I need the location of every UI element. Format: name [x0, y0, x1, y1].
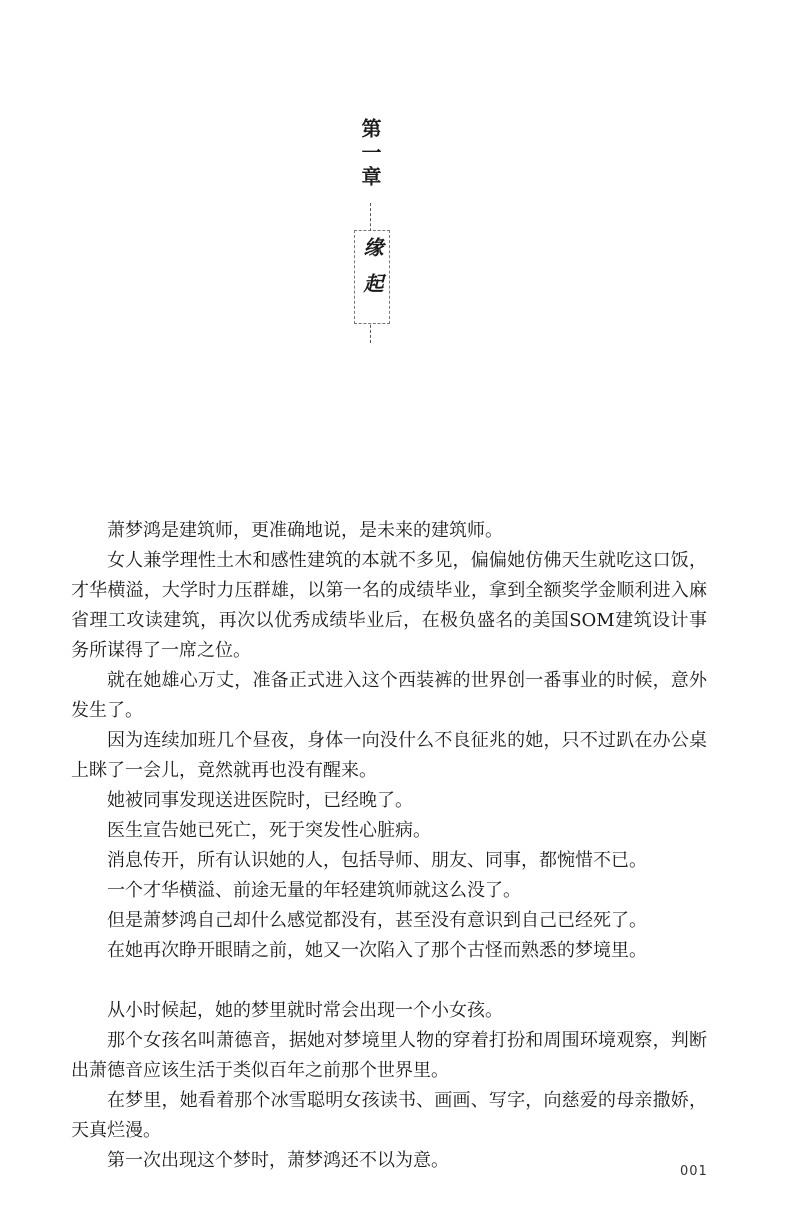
paragraph: 医生宣告她已死亡，死于突发性心脏病。: [107, 820, 431, 841]
paragraph: 因为连续加班几个昼夜，身体一向没什么不良征兆的她，只不过趴在办公桌上眯了一会儿，竟然就再也没有醒来。: [71, 730, 707, 781]
chapter-heading: [340, 118, 400, 318]
paragraph: 女人兼学理性土木和感性建筑的本就不多见，偏偏她仿佛天生就吃这口饭，才华横溢，大学时力压群雄，以第一名的成绩毕业，拿到全额奖学金顺利进入麻省理工攻读建筑，再次以优秀成绩毕业后，在极负盛名的美国SOM建筑设计事务所谋得了一席之位。: [71, 550, 707, 661]
body-text: [71, 516, 707, 1176]
paragraph: 第一次出现这个梦时，萧梦鸿还不以为意。: [107, 1150, 449, 1171]
paragraph: 萧梦鸿是建筑师，更准确地说，是未来的建筑师。: [107, 520, 503, 541]
paragraph: 一个才华横溢、前途无量的年轻建筑师就这么没了。: [107, 880, 521, 901]
paragraph: 消息传开，所有认识她的人，包括导师、朋友、同事，都惋惜不已。: [107, 850, 647, 871]
paragraph: 在梦里，她看着那个冰雪聪明女孩读书、画画、写字，向慈爱的母亲撒娇，天真烂漫。: [71, 1090, 707, 1141]
paragraph: 在她再次睁开眼睛之前，她又一次陷入了那个古怪而熟悉的梦境里。: [107, 940, 647, 961]
paragraph: 就在她雄心万丈，准备正式进入这个西装裤的世界创一番事业的时候，意外发生了。: [71, 670, 707, 721]
chapter-title-box: [354, 230, 390, 324]
paragraph: 但是萧梦鸿自己却什么感觉都没有，甚至没有意识到自己已经死了。: [107, 910, 647, 931]
chapter-title: 缘起: [360, 237, 384, 309]
page-number: 001: [680, 1164, 708, 1179]
paragraph: 那个女孩名叫萧德音，据她对梦境里人物的穿着打扮和周围环境观察，判断出萧德音应该生活于类似百年之前那个世界里。: [71, 1030, 707, 1081]
paragraph: 她被同事发现送进医院时，已经晚了。: [107, 790, 413, 811]
paragraph: 从小时候起，她的梦里就时常会出现一个小女孩。: [107, 1000, 503, 1021]
chapter-number: 第一章: [358, 118, 382, 190]
section-gap: [71, 966, 707, 996]
